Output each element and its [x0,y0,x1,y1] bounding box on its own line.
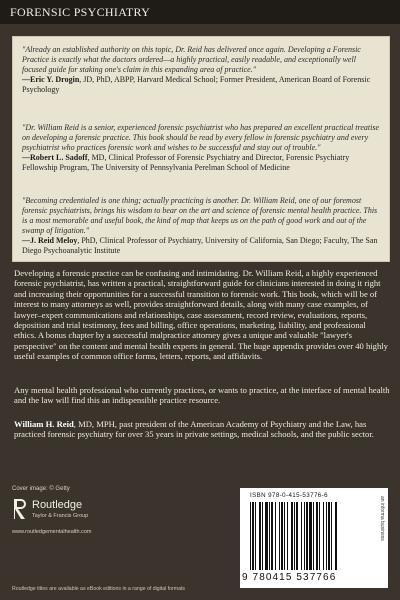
ebook-note: Routledge titles are available as eBook editions in a range of digital formats [12,586,186,592]
barcode-digits: 9 780415 537766 [242,572,337,583]
author-bio [14,419,390,440]
cover-image-credit: Cover image: © Getty [12,486,70,492]
description-paragraph: Developing a forensic practice can be confusing and intimidating. Dr. William Reid, a highly experienced forensic psychiatrist, has written a practical, straightforward guide for clinicians interested in doing it right and increasing their opportunities for a successful transition to forensic work. This book, which will be of interest to many attorneys as well, provides straightforward details, along with many case examples, of lawyer–expert communications and relationships, case assessment, record review, evaluations, reports, deposition and trial testimony, fees and billing, office operations, marketing, liability, and professional ethics. A bonus chapter by a successful malpractice attorney gives a unique and valuable "lawyer's perspective" on the content and mental health experts in general. The huge appendix provides over 40 highly useful examples of common office forms, letters, reports, and affidavits. [14,268,388,362]
endorser-name: —Eric Y. Drogin [22,75,80,85]
publisher-name: Routledge [32,499,83,511]
routledge-r-icon [12,497,28,521]
endorsement-sadoff [22,123,382,173]
author-bio-text: , MD, MPH, past president of the American Academy of Psychiatry and the Law, has practiced forensic psychiatry for over 35 years in private settings, medical schools, and the public sector. [14,419,374,440]
endorser-credentials: , MD, Clinical Professor of Forensic Psychiatry and Director, Forensic Psychiatry Fellowship Program, The University of Pennsylvania Perelman School of Medicine [22,153,350,173]
endorsement-attribution [22,236,382,256]
endorsement-quote: "Dr. William Reid is a senior, experienced forensic psychiatrist who has prepared an excellent practical treatise on developing a forensic practice. This book should be read by every fellow in forensic psychiatry and every psychiatrist who practices forensic work and wishes to be successful and stay out of trouble." [22,123,379,153]
endorsement-quote: "Already an established authority on this topic, Dr. Reid has delivered once again. Developing a Forensic Practice is exactly what the doctors ordered—a highly practical, easily readable, and exceptionally well focused guide for staking one's claim in this expanding area of practice." [22,45,361,75]
audience-paragraph: Any mental health professional who currently practices, or wants to practice, at the interface of mental health and the law will find this an indispensible practice resource. [14,385,390,406]
author-name: William H. Reid [14,419,74,429]
endorsement-attribution [22,75,382,95]
endorsement-meloy [22,196,382,257]
publisher-logo [12,497,172,547]
barcode-box [240,488,388,588]
publisher-group: Taylor & Francis Group [32,513,89,519]
informa-side-text: an informa business [379,496,385,541]
series-label: FORENSIC PSYCHIATRY [10,5,151,19]
barcode-icon [248,502,372,572]
endorser-name: —Robert L. Sadoff [22,153,88,163]
publisher-url[interactable]: www.routledgementalhealth.com [12,529,92,535]
endorsement-quote: "Becoming credentialed is one thing; actually practicing is another. Dr. William Reid, one of our foremost forensic psychiatrists, brings his wisdom to bear on the art and science of forensic mental health practice. This is a most memorable and useful book, the kind of map that keeps us on the path of good work and out of the swamp of litigation." [22,196,378,236]
endorsement-drogin [22,45,382,95]
endorser-credentials: , PhD, Clinical Professor of Psychiatry, University of California, San Diego; Faculty, The San Diego Psychoanalytic Institute [22,236,378,256]
endorser-name: —J. Reid Meloy [22,236,78,246]
endorser-credentials: , JD, PhD, ABPP, Harvard Medical School; Former President, American Board of Forensic Psychology [22,75,371,95]
endorsement-attribution [22,153,382,173]
isbn-label: ISBN 978-0-415-53776-6 [250,492,328,499]
endorsement-panel [12,36,390,262]
header-strip [0,0,400,24]
